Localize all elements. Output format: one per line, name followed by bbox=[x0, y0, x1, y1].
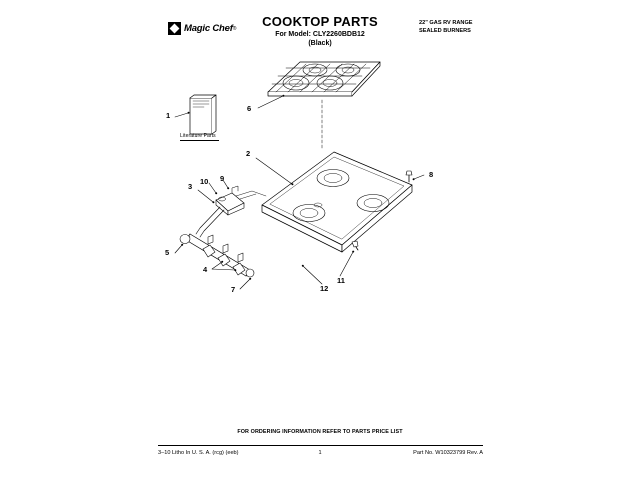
meta-line-1: 22" GAS RV RANGE bbox=[419, 20, 473, 26]
callout-7: 7 bbox=[231, 285, 236, 294]
page-title: COOKTOP PARTS bbox=[262, 14, 378, 29]
meta-line-2: SEALED BURNERS bbox=[419, 28, 471, 35]
callout-12: 12 bbox=[320, 284, 329, 293]
literature-parts-underline bbox=[180, 140, 219, 141]
callout-2: 2 bbox=[246, 149, 251, 158]
ordering-info-note: FOR ORDERING INFORMATION REFER TO PARTS PRICE LIST bbox=[237, 429, 403, 435]
footer-litho-info: 3–10 Litho In U. S. A. (rcg) (eeb) bbox=[158, 450, 239, 456]
footer-part-number: Part No. W10323799 Rev. A bbox=[413, 450, 483, 456]
footer-page-number: 1 bbox=[318, 450, 322, 456]
literature-booklet bbox=[190, 95, 216, 134]
callout-11: 11 bbox=[337, 276, 345, 285]
literature-parts-label: Literature Parts bbox=[180, 133, 216, 139]
callout-4: 4 bbox=[203, 265, 208, 274]
brand-name: Magic Chef bbox=[184, 23, 233, 34]
callout-9: 9 bbox=[220, 174, 225, 183]
callout-8: 8 bbox=[429, 170, 434, 179]
callout-6: 6 bbox=[247, 104, 252, 113]
color-line: (Black) bbox=[308, 40, 332, 47]
burner-grates bbox=[268, 62, 380, 96]
cooktop-screw-front bbox=[352, 241, 358, 250]
callout-5: 5 bbox=[165, 248, 170, 257]
callout-3: 3 bbox=[188, 182, 193, 191]
footer-divider bbox=[158, 445, 483, 446]
brand-trademark: ® bbox=[232, 25, 237, 32]
callout-1: 1 bbox=[166, 111, 171, 120]
cooktop-screw-right bbox=[406, 171, 412, 182]
manifold-assembly bbox=[180, 186, 266, 277]
callout-10: 10 bbox=[200, 177, 209, 186]
model-line: For Model: CLY2260BDB12 bbox=[275, 31, 365, 38]
cooktop-panel bbox=[262, 152, 412, 252]
